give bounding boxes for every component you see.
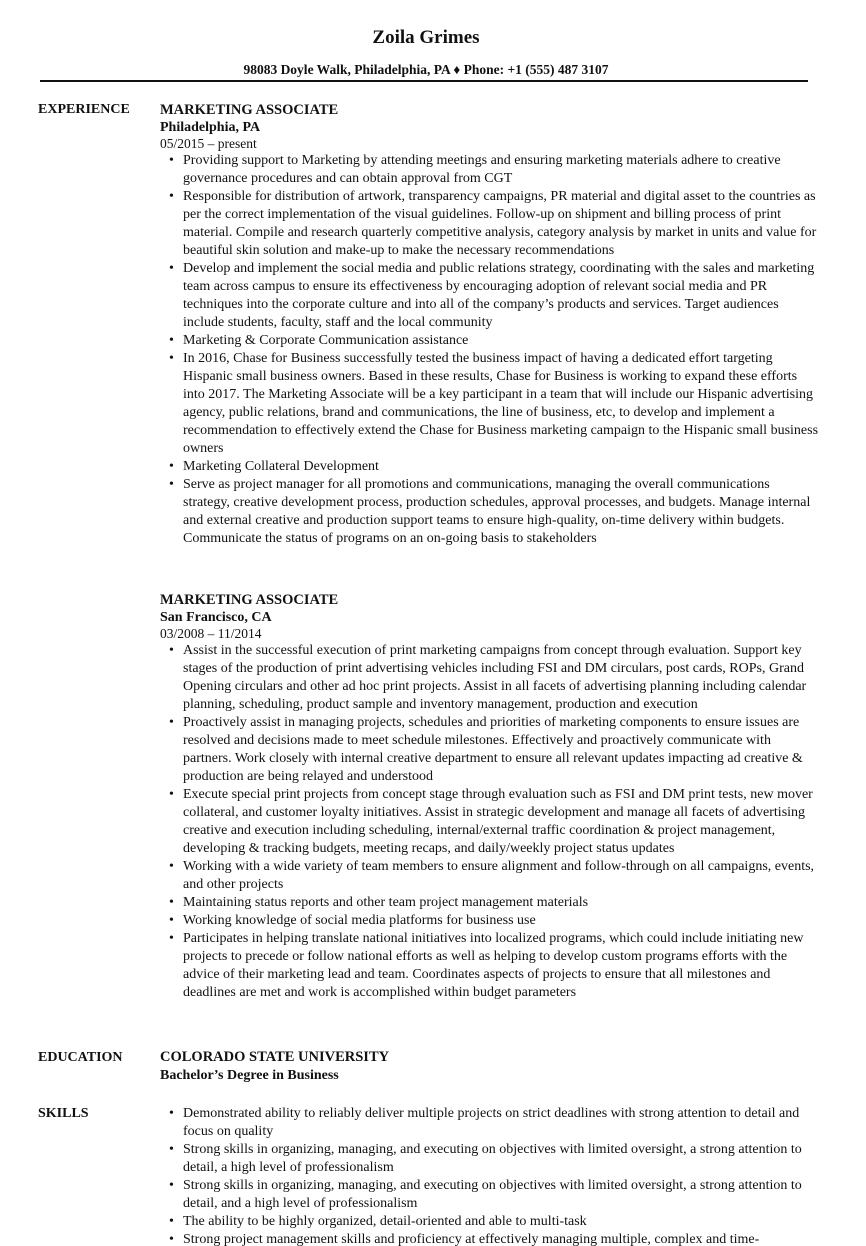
list-item <box>160 1105 819 1141</box>
list-item <box>160 332 819 350</box>
bullet-text: The ability to be highly organized, detail-oriented and able to multi-task <box>183 1214 587 1229</box>
list-item <box>160 930 819 1002</box>
bullet-icon: • <box>169 913 174 928</box>
list-item <box>160 1177 819 1213</box>
bullet-text: Working with a wide variety of team members to ensure alignment and follow-through on all campaigns, events, and other projects <box>183 859 815 892</box>
list-item <box>160 786 819 858</box>
bullet-text: Providing support to Marketing by attending meetings and ensuring marketing materials adhere to creative governance procedures and can obtain approval from CGT <box>183 153 781 186</box>
bullet-icon: • <box>169 1214 174 1229</box>
list-item <box>160 260 819 332</box>
bullet-icon: • <box>169 643 174 658</box>
bullet-icon: • <box>169 1142 174 1157</box>
bullet-text: Marketing & Corporate Communication assistance <box>183 333 469 348</box>
bullet-icon: • <box>169 333 174 348</box>
bullet-icon: • <box>169 859 174 874</box>
bullet-icon: • <box>169 477 174 492</box>
list-item <box>160 152 819 188</box>
list-item <box>160 714 819 786</box>
list-item <box>160 894 819 912</box>
education-degree: Bachelor’s Degree in Business <box>160 1068 339 1083</box>
job-bullets <box>160 642 820 1002</box>
bullet-text: Strong project management skills and proficiency at effectively managing multiple, complex and time- <box>183 1232 760 1246</box>
bullet-text: Assist in the successful execution of print marketing campaigns from concept through evaluation. Support key stages of the production of print advertising vehicles including FSI and DM circulars, post cards, ROPs, Grand Opening circulars and other ad hoc print projects. Assist in all facets of advertising planning including calendar planning, scheduling, product sample and inventory management, production and execution <box>183 643 807 712</box>
bullet-icon: • <box>169 1178 174 1193</box>
list-item <box>160 642 819 714</box>
bullet-icon: • <box>169 895 174 910</box>
list-item <box>160 476 819 548</box>
bullet-text: Participates in helping translate national initiatives into localized programs, which could include initiating new projects to precede or follow national efforts as well as helping to develop custom programs efforts with the advice of their marketing lead and team. Coordinates aspects of projects to ensure that all milestones and deadlines are met and work is accomplished within budget parameters <box>183 931 804 1000</box>
bullet-icon: • <box>169 189 174 204</box>
bullet-text: Marketing Collateral Development <box>183 459 379 474</box>
job-location: San Francisco, CA <box>160 610 272 625</box>
job-title: MARKETING ASSOCIATE <box>160 102 339 118</box>
bullet-icon: • <box>169 351 174 366</box>
job-dates: 05/2015 – present <box>160 136 257 151</box>
bullet-text: In 2016, Chase for Business successfully tested the business impact of having a dedicated effort targeting Hispanic small business owners. Based in these results, Chase for Business is working to expand these efforts into 2017. The Marketing Associate will be a key participant in a team that will include our Hispanic advertising agency, public relations, brand and communications, the line of business, etc, to develop and implement a recommendation to effectively extend the Chase for Business marketing campaign to the Hispanic small business owners <box>183 351 819 456</box>
bullet-text: Responsible for distribution of artwork, transparency campaigns, PR material and digital asset to the countries as per the correct implementation of the visual guidelines. Follow-up on shipment and billing process of print material. Compile and research quarterly competitive analysis, category analysis by market in units and value for beautiful skin solution and make-up to make the necessary recommendations <box>183 189 817 258</box>
job-entry-2 <box>160 591 820 1002</box>
job-dates: 03/2008 – 11/2014 <box>160 626 262 641</box>
job-title: MARKETING ASSOCIATE <box>160 592 339 608</box>
bullet-icon: • <box>169 931 174 946</box>
section-title-experience: EXPERIENCE <box>38 102 130 117</box>
education-school: COLORADO STATE UNIVERSITY <box>160 1049 390 1065</box>
skills-entry <box>160 1105 820 1246</box>
bullet-text: Strong skills in organizing, managing, and executing on objectives with limited oversight, a strong attention to detail, a high level of professionalism <box>183 1142 802 1175</box>
bullet-icon: • <box>169 1106 174 1121</box>
list-item <box>160 858 819 894</box>
bullet-text: Proactively assist in managing projects, schedules and priorities of marketing components to ensure issues are resolved and decisions made to meet schedule milestones. Effectively and proactively communicate with partners. Work closely with internal creative department to ensure all relevant updates impacting ad creative & production are being relayed and understood <box>183 715 803 784</box>
list-item <box>160 1141 819 1177</box>
list-item <box>160 458 819 476</box>
section-title-skills: SKILLS <box>38 1106 89 1121</box>
list-item <box>160 1231 819 1246</box>
skills-bullets <box>160 1105 820 1246</box>
bullet-text: Develop and implement the social media and public relations strategy, coordinating with the sales and marketing team across campus to ensure its effectiveness by encouraging adoption of relevant social media and PR techniques into the corporate culture and into all of the company’s products and services. Target audiences include students, faculty, staff and the local community <box>183 261 815 330</box>
bullet-text: Serve as project manager for all promotions and communications, managing the overall communications strategy, creative development process, production schedules, approval processes, and budgets. Manage internal and external creative and production support teams to ensure high-quality, on-time delivery within budgets. Communicate the status of programs on an on-going basis to stakeholders <box>183 477 811 546</box>
list-item <box>160 188 819 260</box>
job-entry-1 <box>160 101 820 548</box>
education-entry <box>160 1048 820 1085</box>
list-item <box>160 350 819 458</box>
bullet-icon: • <box>169 1232 174 1246</box>
bullet-icon: • <box>169 261 174 276</box>
list-item <box>160 912 819 930</box>
job-location: Philadelphia, PA <box>160 120 261 135</box>
header-divider <box>40 80 808 82</box>
bullet-icon: • <box>169 715 174 730</box>
job-bullets <box>160 152 820 548</box>
bullet-text: Working knowledge of social media platforms for business use <box>183 913 536 928</box>
bullet-icon: • <box>169 153 174 168</box>
section-title-education: EDUCATION <box>38 1050 123 1065</box>
contact-line: 98083 Doyle Walk, Philadelphia, PA ♦ Phone: +1 (555) 487 3107 <box>243 62 609 77</box>
candidate-name: Zoila Grimes <box>372 27 480 48</box>
list-item <box>160 1213 819 1231</box>
bullet-text: Maintaining status reports and other team project management materials <box>183 895 589 910</box>
bullet-icon: • <box>169 787 174 802</box>
bullet-icon: • <box>169 459 174 474</box>
bullet-text: Execute special print projects from concept stage through evaluation such as FSI and DM print tests, new mover collateral, and customer loyalty initiatives. Assist in strategic development and manage all facets of advertising creative and execution including scheduling, internal/external traffic coordination & project management, developing & tracking budgets, meeting recaps, and daily/weekly project status updates <box>183 787 813 856</box>
bullet-text: Strong skills in organizing, managing, and executing on objectives with limited oversight, a strong attention to detail, and a high level of professionalism <box>183 1178 802 1211</box>
bullet-text: Demonstrated ability to reliably deliver multiple projects on strict deadlines with strong attention to detail and focus on quality <box>183 1106 800 1139</box>
